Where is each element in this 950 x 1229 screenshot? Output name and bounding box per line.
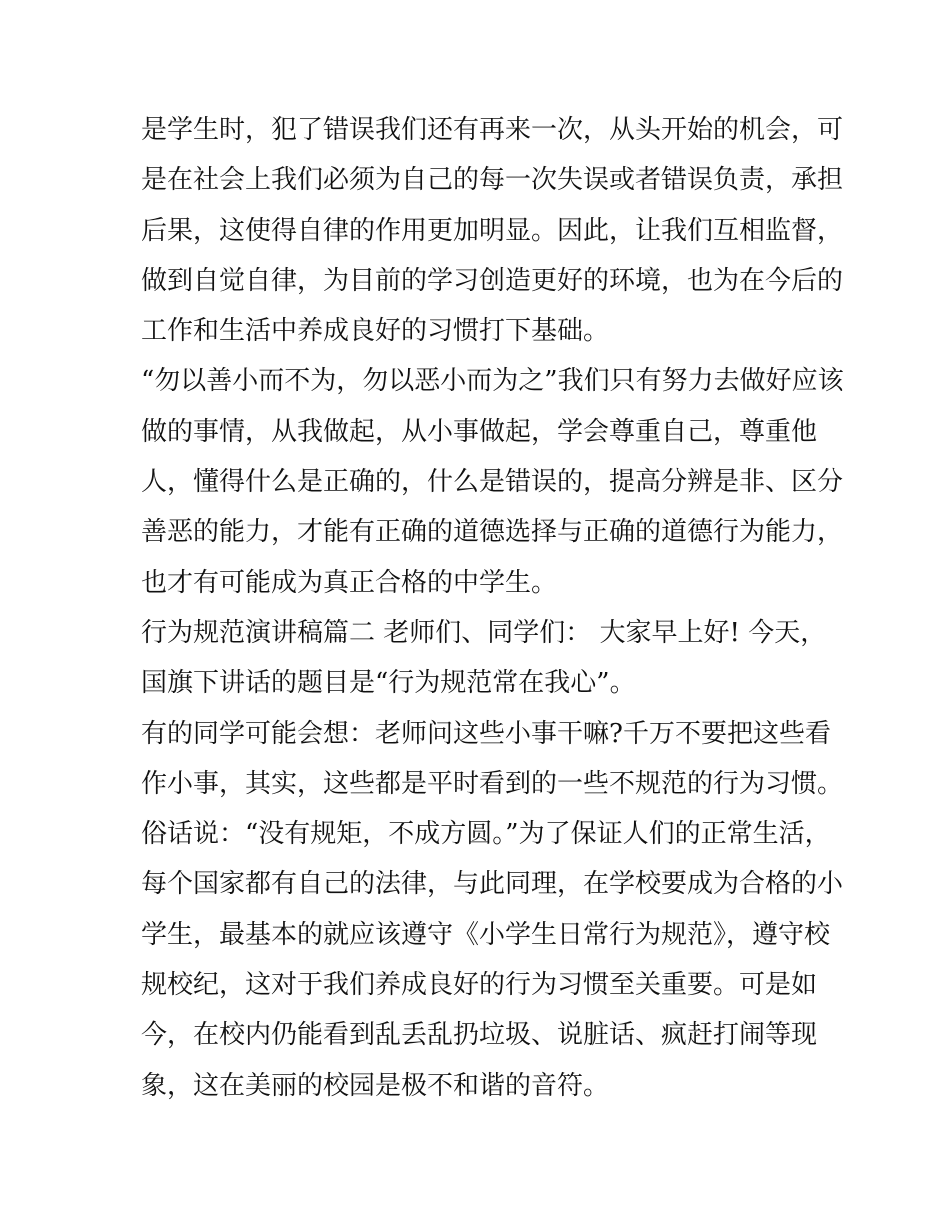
text-line: 人，懂得什么是正确的，什么是错误的，提高分辨是非、区分 [141, 467, 844, 498]
document-body [141, 105, 844, 1111]
text-line: 善恶的能力，才能有正确的道德选择与正确的道德行为能力， [141, 517, 844, 548]
text-line: 俗话说：“没有规矩，不成方圆。”为了保证人们的正常生活， [141, 819, 831, 850]
text-line: 象，这在美丽的校园是极不和谐的音符。 [141, 1070, 610, 1101]
text-line: 作小事，其实，这些都是平时看到的一些不规范的行为习惯。 [141, 768, 844, 799]
text-line: 每个国家都有自己的法律，与此同理，在学校要成为合格的小 [141, 869, 844, 900]
text-line: 学生，最基本的就应该遵守《小学生日常行为规范》，遵守校 [141, 919, 831, 950]
text-line: 今，在校内仍能看到乱丢乱扔垃圾、说脏话、疯赶打闹等现 [141, 1020, 818, 1051]
text-line: 是在社会上我们必须为自己的每一次失误或者错误负责，承担 [141, 165, 844, 196]
text-line: 有的同学可能会想：老师问这些小事干嘛?千万不要把这些看 [141, 718, 831, 749]
text-line: 做到自觉自律，为目前的学习创造更好的环境，也为在今后的 [141, 265, 844, 296]
text-line: 工作和生活中养成良好的习惯打下基础。 [141, 316, 610, 347]
text-line: “勿以善小而不为，勿以恶小而为之”我们只有努力去做好应该 [141, 366, 844, 397]
text-line: 规校纪，这对于我们养成良好的行为习惯至关重要。可是如 [141, 970, 818, 1001]
text-line: 国旗下讲话的题目是“行为规范常在我心”。 [141, 668, 636, 699]
section-heading-line: 行为规范演讲稿篇二 老师们、同学们： 大家早上好! 今天， [141, 617, 827, 648]
text-line: 后果，这使得自律的作用更加明显。因此，让我们互相监督， [141, 215, 844, 246]
text-line: 是学生时，犯了错误我们还有再来一次，从头开始的机会，可 [141, 115, 844, 145]
text-line: 做的事情，从我做起，从小事做起，学会尊重自己，尊重他 [141, 416, 818, 447]
text-line: 也才有可能成为真正合格的中学生。 [141, 567, 558, 598]
